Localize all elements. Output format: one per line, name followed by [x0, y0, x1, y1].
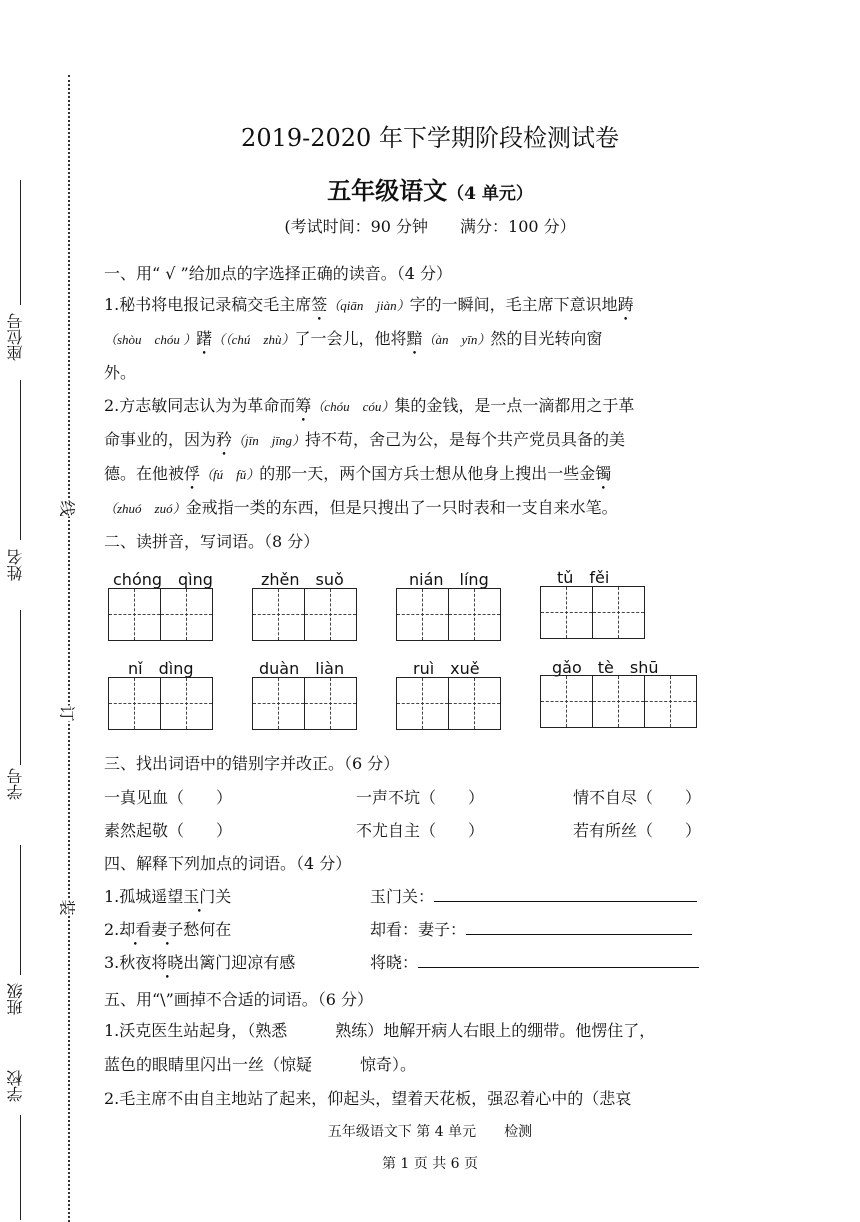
- seat-number-label: 座位号: [6, 313, 25, 361]
- exam-subtitle: [0, 171, 860, 206]
- pinyin-label: tǔ fěi: [557, 568, 610, 587]
- subtitle-main: 五年级语文: [327, 177, 448, 205]
- s1-q2-line3: [104, 461, 611, 484]
- text: 1.孤城遥望: [104, 887, 184, 906]
- pinyin-label: nián líng: [409, 570, 489, 589]
- text: 集的金钱，是一点一滴都用之于革: [394, 396, 635, 415]
- dotted-char: 镯: [595, 464, 612, 483]
- s4-q2-answer: [370, 917, 692, 940]
- class-label: 班级: [6, 983, 25, 1015]
- pinyin-label: chóng qìng: [113, 570, 213, 589]
- dotted-char: 筹: [295, 396, 312, 415]
- text: 德。在他被: [104, 464, 185, 483]
- pinyin-label: zhěn suǒ: [261, 570, 344, 589]
- s4-q1-text: [104, 884, 231, 907]
- pinyin-choice: （fú fǔ）: [200, 467, 260, 482]
- writing-grid[interactable]: [540, 586, 645, 639]
- exam-title: 2019-2020 年下学期阶段检测试卷: [241, 124, 619, 152]
- text: 2.: [104, 920, 120, 939]
- s5-q1-line2: 蓝色的眼睛里闪出一丝（惊疑 惊奇）。: [104, 1055, 417, 1074]
- pinyin-choice: （zhuó zuó）: [104, 501, 186, 516]
- subtitle-unit: （4 单元）: [447, 184, 533, 204]
- pinyin-choice: （shòu chóu ）: [104, 332, 197, 347]
- text: 然的目光转向窗: [490, 329, 603, 348]
- s4-q2-text: [104, 917, 231, 940]
- binding-dotted-line: [68, 75, 70, 1222]
- text: 的那一天，两个国方兵士想从他身上搜出一些金: [259, 464, 596, 483]
- pinyin-choice: （qiān jiàn）: [327, 298, 410, 313]
- dotted-char: 黯: [406, 329, 423, 348]
- s4-q1-answer: [370, 884, 697, 907]
- name-rule: [20, 380, 21, 540]
- writing-grid[interactable]: [540, 675, 697, 728]
- dotted-word: 将晓: [151, 953, 184, 972]
- dotted-char: 矜: [216, 430, 233, 449]
- pinyin-choice: （jīn jīng）: [232, 433, 305, 448]
- s1-q1-line2: [104, 326, 602, 349]
- student-number-rule: [20, 610, 21, 765]
- s1-q2-line1: [104, 393, 634, 416]
- typo-item[interactable]: 不尤自主（ ）: [356, 821, 485, 840]
- dotted-char: 签: [311, 295, 328, 314]
- class-rule: [20, 845, 21, 975]
- section-1-heading: 一、用“ √ ”给加点的字选择正确的读音。（4 分）: [104, 264, 452, 283]
- text: 2.方志敏同志认为为革命而: [104, 396, 296, 415]
- exam-info: (考试时间：90 分钟 满分：100 分）: [284, 217, 576, 236]
- section-2-heading: 二、读拼音，写词语。（8 分）: [104, 532, 320, 551]
- s1-q1-line1: [104, 292, 634, 315]
- pinyin-choice: （àn yīn）: [422, 332, 491, 347]
- dotted-char: 踌: [617, 295, 634, 314]
- school-label: 学校: [6, 1070, 25, 1102]
- dotted-word: 妻子: [151, 920, 184, 939]
- dotted-char: 躇: [196, 329, 213, 348]
- answer-blank[interactable]: [418, 966, 699, 968]
- typo-item[interactable]: 素然起敬（ ）: [104, 821, 233, 840]
- text: 愁何在: [183, 920, 232, 939]
- writing-grid[interactable]: [108, 677, 213, 730]
- seal-char-ding: 订: [57, 705, 80, 721]
- dotted-word: 玉门: [183, 887, 216, 906]
- answer-blank[interactable]: [466, 933, 692, 935]
- s1-q2-line2: [104, 427, 625, 450]
- writing-grid[interactable]: [396, 677, 501, 730]
- typo-item[interactable]: 一声不坑（ ）: [356, 788, 485, 807]
- writing-grid[interactable]: [252, 588, 357, 641]
- seal-char-zhuang: 装: [57, 899, 80, 915]
- dotted-char: 俘: [184, 464, 201, 483]
- pinyin-choice: （（chú zhù）: [212, 332, 295, 347]
- pinyin-choice: （chóu cóu）: [311, 399, 395, 414]
- text: 字的一瞬间，毛主席下意识地: [409, 295, 618, 314]
- page-footer-number: 第 1 页 共 6 页: [381, 1156, 479, 1172]
- text: 持不苟，舍己为公，是每个共产党员具备的美: [304, 430, 625, 449]
- s4-q3-answer: [370, 950, 699, 973]
- answer-label: 玉门关：: [370, 887, 435, 906]
- writing-grid[interactable]: [252, 677, 357, 730]
- text: 了一会儿，他将: [294, 329, 407, 348]
- s1-q1-line3: 外。: [104, 363, 137, 382]
- pinyin-label: nǐ dìng: [128, 659, 194, 678]
- s4-q3-text: [104, 950, 295, 973]
- s5-q1-line1: 1.沃克医生站起身，（熟悉 熟练）地解开病人右眼上的绷带。他愣住了，: [104, 1021, 656, 1040]
- s5-q2-line1: 2.毛主席不由自主地站了起来，仰起头，望着天花板，强忍着心中的（悲哀: [104, 1089, 632, 1108]
- answer-label: 将晓：: [370, 953, 419, 972]
- section-3-heading: 三、找出词语中的错别字并改正。（6 分）: [104, 754, 400, 773]
- answer-label: 却看：妻子：: [370, 920, 467, 939]
- typo-item[interactable]: 情不自尽（ ）: [573, 788, 702, 807]
- section-5-heading: 五、用“\”画掉不合适的词语。（6 分）: [104, 990, 374, 1009]
- text: 出篱门迎凉有感: [183, 953, 296, 972]
- text: 3.秋夜: [104, 953, 152, 972]
- seal-char-xian: 线: [57, 500, 80, 516]
- name-label: 姓名: [6, 549, 25, 581]
- text: 1.秘书将电报记录稿交毛主席: [104, 295, 312, 314]
- dotted-word: 却看: [119, 920, 152, 939]
- typo-item[interactable]: 若有所丝（ ）: [573, 821, 702, 840]
- writing-grid[interactable]: [108, 588, 213, 641]
- text: 关: [215, 887, 232, 906]
- answer-blank[interactable]: [434, 900, 697, 902]
- text: 命事业的，因为: [104, 430, 217, 449]
- pinyin-label: gǎo tè shū: [552, 658, 659, 677]
- page-footer-course: 五年级语文下 第 4 单元 检测: [327, 1124, 533, 1140]
- writing-grid[interactable]: [396, 588, 501, 641]
- pinyin-label: ruì xuě: [413, 659, 480, 678]
- text: 金戒指一类的东西，但是只搜出了一只时表和一支自来水笔。: [185, 498, 618, 517]
- s1-q2-line4: [104, 495, 618, 518]
- typo-item[interactable]: 一真见血（ ）: [104, 788, 233, 807]
- student-number-label: 学号: [6, 768, 25, 800]
- section-4-heading: 四、解释下列加点的词语。（4 分）: [104, 854, 352, 873]
- pinyin-label: duàn liàn: [259, 659, 345, 678]
